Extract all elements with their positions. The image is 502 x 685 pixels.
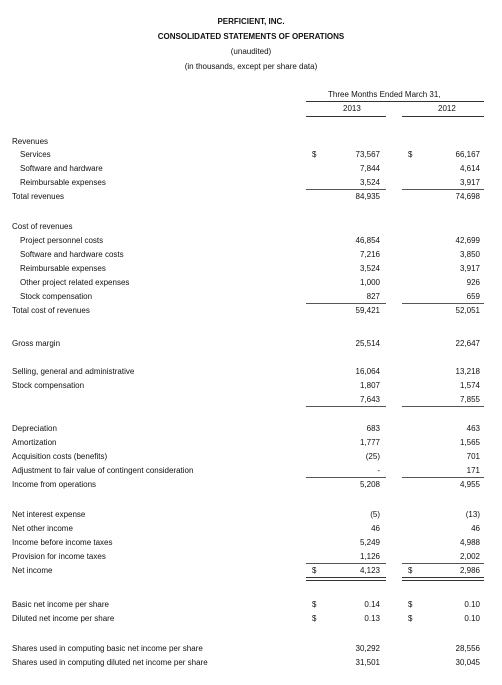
total-double-rule (402, 577, 484, 581)
row-label: Other project related expenses (20, 278, 130, 287)
audit-note: (unaudited) (230, 47, 272, 56)
column-underline-2013 (306, 116, 386, 117)
value-2013: 0.14 (364, 600, 380, 609)
value-2013: 16,064 (355, 367, 380, 376)
currency-symbol: $ (312, 600, 317, 609)
value-2012: 66,167 (455, 150, 480, 159)
value-2013: (5) (370, 510, 380, 519)
value-2013: 84,935 (355, 192, 380, 201)
value-2013: 3,524 (359, 264, 380, 273)
period-header: Three Months Ended March 31, (328, 90, 441, 99)
value-2012: 42,699 (455, 236, 480, 245)
currency-symbol: $ (312, 150, 317, 159)
value-2012: 22,647 (455, 339, 480, 348)
value-2013: 25,514 (355, 339, 380, 348)
value-2013: 4,123 (359, 566, 380, 575)
value-2012: 2,986 (459, 566, 480, 575)
units-note: (in thousands, except per share data) (184, 62, 318, 71)
value-2013: 30,292 (355, 644, 380, 653)
row-label: Diluted net income per share (12, 614, 115, 623)
value-2012: 3,850 (459, 250, 480, 259)
subtotal-rule (306, 303, 386, 304)
row-label: Reimbursable expenses (20, 178, 106, 187)
currency-symbol: $ (408, 600, 413, 609)
row-label: Total revenues (12, 192, 65, 201)
subtotal-rule (402, 563, 484, 564)
value-2013: 7,216 (359, 250, 380, 259)
value-2012: 4,614 (459, 164, 480, 173)
value-2013: 1,807 (359, 381, 380, 390)
row-label: Project personnel costs (20, 236, 104, 245)
row-label: Basic net income per share (12, 600, 109, 609)
value-2013: 73,567 (355, 150, 380, 159)
value-2013: 46 (371, 524, 380, 533)
value-2013: (25) (365, 452, 380, 461)
row-label: Net income (12, 566, 53, 575)
row-label: Adjustment to fair value of contingent consideration (12, 466, 194, 475)
value-2012: 2,002 (459, 552, 480, 561)
value-2012: 0.10 (464, 614, 480, 623)
value-2013: 683 (366, 424, 380, 433)
row-label: Acquisition costs (benefits) (12, 452, 108, 461)
currency-symbol: $ (408, 150, 413, 159)
period-underline (306, 101, 484, 102)
row-label: Gross margin (12, 339, 61, 348)
column-header-2013: 2013 (343, 104, 361, 113)
row-label: Income from operations (12, 480, 97, 489)
value-2012: 3,917 (459, 178, 480, 187)
value-2012: 3,917 (459, 264, 480, 273)
value-2013: - (377, 466, 380, 475)
value-2012: 4,988 (459, 538, 480, 547)
currency-symbol: $ (408, 614, 413, 623)
row-label: Software and hardware costs (20, 250, 124, 259)
value-2013: 3,524 (359, 178, 380, 187)
value-2013: 1,000 (359, 278, 380, 287)
row-label: Reimbursable expenses (20, 264, 106, 273)
currency-symbol: $ (312, 614, 317, 623)
value-2012: (13) (465, 510, 480, 519)
subtotal-rule (402, 303, 484, 304)
row-label: Depreciation (12, 424, 57, 433)
subtotal-rule (306, 406, 386, 407)
currency-symbol: $ (408, 566, 413, 575)
value-2012: 28,556 (455, 644, 480, 653)
subtotal-rule (402, 189, 484, 190)
row-label: Selling, general and administrative (12, 367, 135, 376)
value-2012: 30,045 (455, 658, 480, 667)
subtotal-rule (402, 477, 484, 478)
value-2013: 5,208 (359, 480, 380, 489)
company-name: PERFICIENT, INC. (217, 17, 285, 26)
value-2012: 74,698 (455, 192, 480, 201)
row-label: Stock compensation (20, 292, 93, 301)
value-2012: 659 (466, 292, 480, 301)
value-2012: 926 (466, 278, 480, 287)
value-2012: 1,565 (459, 438, 480, 447)
value-2013: 5,249 (359, 538, 380, 547)
column-header-2012: 2012 (438, 104, 456, 113)
value-2012: 1,574 (459, 381, 480, 390)
value-2012: 52,051 (455, 306, 480, 315)
subtotal-rule (402, 406, 484, 407)
row-label: Revenues (12, 137, 49, 146)
statement-title: CONSOLIDATED STATEMENTS OF OPERATIONS (157, 32, 345, 41)
row-label: Income before income taxes (12, 538, 113, 547)
subtotal-rule (306, 477, 386, 478)
value-2013: 1,777 (359, 438, 380, 447)
value-2012: 463 (466, 424, 480, 433)
subtotal-rule (306, 189, 386, 190)
value-2013: 46,854 (355, 236, 380, 245)
value-2013: 827 (366, 292, 380, 301)
value-2013: 0.13 (364, 614, 380, 623)
row-label: Net other income (12, 524, 73, 533)
value-2012: 4,955 (459, 480, 480, 489)
row-label: Amortization (12, 438, 57, 447)
row-label: Software and hardware (20, 164, 103, 173)
value-2012: 46 (471, 524, 480, 533)
column-underline-2012 (402, 116, 484, 117)
currency-symbol: $ (312, 566, 317, 575)
value-2012: 0.10 (464, 600, 480, 609)
value-2013: 31,501 (355, 658, 380, 667)
subtotal-rule (306, 563, 386, 564)
value-2012: 13,218 (455, 367, 480, 376)
value-2013: 7,844 (359, 164, 380, 173)
row-label: Stock compensation (12, 381, 85, 390)
row-label: Shares used in computing diluted net income per share (12, 658, 208, 667)
total-double-rule (306, 577, 386, 581)
value-2013: 59,421 (355, 306, 380, 315)
value-2013: 1,126 (359, 552, 380, 561)
row-label: Total cost of revenues (12, 306, 90, 315)
value-2012: 7,855 (459, 395, 480, 404)
row-label: Shares used in computing basic net income per share (12, 644, 203, 653)
row-label: Net interest expense (12, 510, 86, 519)
value-2013: 7,643 (359, 395, 380, 404)
row-label: Provision for income taxes (12, 552, 106, 561)
value-2012: 701 (466, 452, 480, 461)
value-2012: 171 (466, 466, 480, 475)
row-label: Cost of revenues (12, 222, 73, 231)
row-label: Services (20, 150, 51, 159)
